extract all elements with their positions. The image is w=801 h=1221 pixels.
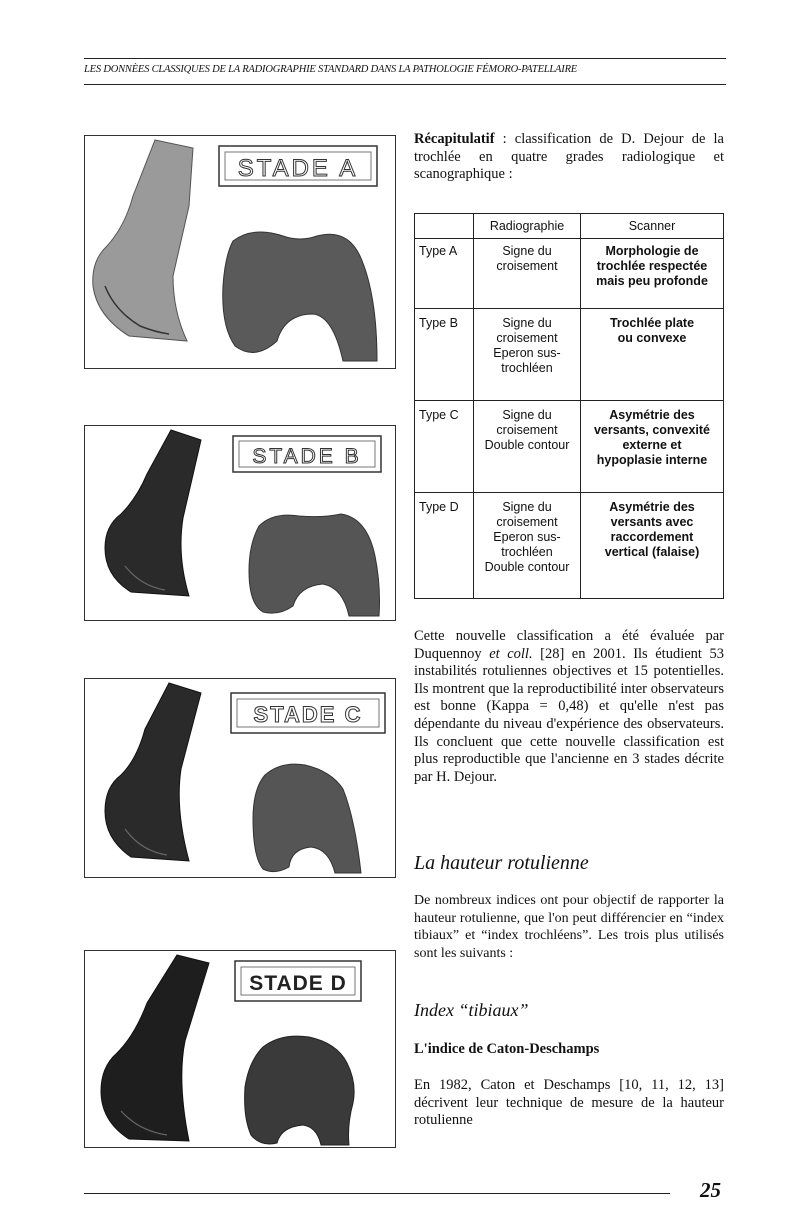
type-cell: Type D (415, 493, 474, 599)
scanner-cell: Morphologie de trochlée respectée mais peu profonde (581, 239, 724, 309)
caton-deschamps-title: L'indice de Caton-Deschamps (414, 1041, 600, 1057)
figure-stade-d-drawing (85, 951, 395, 1147)
table-row (415, 309, 724, 401)
radiographie-cell: Signe du croisement Double contour (474, 401, 581, 493)
header-bottom-rule (84, 84, 726, 85)
stage-c-label: STADE C (253, 702, 363, 727)
figure-stade-a (84, 135, 396, 369)
stage-b-label: STADE B (252, 445, 362, 468)
figure-stade-b-drawing (85, 426, 395, 620)
recap-paragraph (414, 131, 724, 184)
table-header-scanner: Scanner (581, 214, 724, 239)
figure-stade-c-drawing (85, 679, 395, 877)
radiographie-cell: Signe du croisement Eperon sus- trochléen Double contour (474, 493, 581, 599)
et-coll-italic: et coll. (489, 645, 533, 662)
table-header-empty (415, 214, 474, 239)
footer-rule (84, 1193, 670, 1194)
figure-stade-b (84, 425, 396, 621)
stage-d-label: STADE D (249, 972, 347, 995)
table-header-radiographie: Radiographie (474, 214, 581, 239)
section-title: La hauteur rotulienne (414, 852, 589, 874)
table-row (415, 493, 724, 599)
figure-stade-c (84, 678, 396, 878)
page-number: 25 (700, 1178, 721, 1202)
scanner-cell: Asymétrie des versants avec raccordement vertical (falaise) (581, 493, 724, 599)
table-row (415, 239, 724, 309)
trochlea-grade-table (414, 213, 724, 599)
table-header-row (415, 214, 724, 239)
header-top-rule (84, 58, 726, 59)
scanner-cell: Asymétrie des versants, convexité externe et hypoplasie interne (581, 401, 724, 493)
recap-text: : classification de D. Dejour de la trochlée en quatre grades radiologique et scanographique : (414, 131, 724, 183)
stage-a-label: STADE A (237, 155, 359, 182)
caton-paragraph: En 1982, Caton et Deschamps [10, 11, 12, 13] décrivent leur technique de mesure de la hauteur rotulienne (414, 1077, 724, 1129)
running-head: LES DONNÈES CLASSIQUES DE LA RADIOGRAPHIE STANDARD DANS LA PATHOLOGIE FÉMORO-PATELLAIRE (84, 64, 577, 75)
type-cell: Type A (415, 239, 474, 309)
evaluation-paragraph: Cette nouvelle classification a été évaluée par Duquennoy et coll. [28] en 2001. Ils étudient 53 instabilités rotuliennes objectives et 15 potentielles. Ils montrent que la reproductibilité inter observateurs est bonne (Kappa = 0,48) et qu'elle n'est pas dépendante du niveau d'expérience des observateurs. Ils concluent que cette nouvelle classification est plus reproductible que l'ancienne en 3 stades décrite par H. Dejour. (414, 628, 724, 785)
radiographie-cell: Signe du croisement (474, 239, 581, 309)
type-cell: Type B (415, 309, 474, 401)
recap-bold: Récapitulatif (414, 131, 495, 147)
table-row (415, 401, 724, 493)
figure-stade-a-drawing (85, 136, 395, 368)
radiographie-cell: Signe du croisement Eperon sus- trochléen (474, 309, 581, 401)
type-cell: Type C (415, 401, 474, 493)
hauteur-paragraph: De nombreux indices ont pour objectif de rapporter la hauteur rotulienne, que l'on peut différencier en “index tibiaux” et “index trochléens”. Les trois plus utilisés sont les suivants : (414, 893, 724, 961)
subsection-title: Index “tibiaux” (414, 1000, 529, 1020)
figure-stade-d (84, 950, 396, 1148)
scanner-cell: Trochlée plate ou convexe (581, 309, 724, 401)
